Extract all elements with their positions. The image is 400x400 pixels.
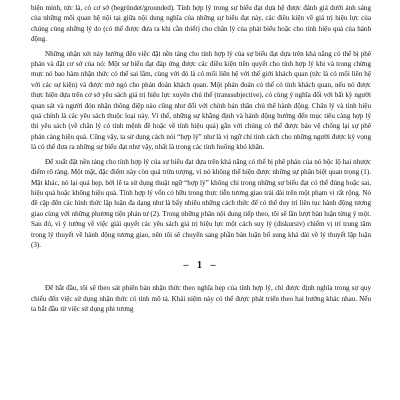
section-marker: – 1 – [183, 260, 219, 272]
closing-paragraph: Để bắt đầu, tôi sẽ theo sát phiên bản nhận thức theo nghĩa hẹp của tính hợp lý, chỉ được định nghĩa trong sự quy chiếu đến việc sử dụng nhận thức có tính mô tả. Khái niệm này có thể được phát triển theo hai hướng khác nhau. Nếu ta bắt đầu từ việc sử dụng phi tương [31, 284, 371, 314]
paragraph-2: Những nhận xét này hướng đến việc đặt nền tảng cho tính hợp lý của sự biểu đạt dựa trên khả năng có thể bị phê phán và đặt cơ sở của nó: Một sự biểu đạt đáp ứng được các điều kiện tiên quyết cho tính hợp lý khi và trong chừng mực nó bao hàm nhận thức có thể sai lầm, cùng với đó là có mối liên hệ với thế giới khách quan (tức là có mối liên hệ với các sự kiện) và được mở ngỏ cho phán đoán khách quan. Một phán đoán có thể có tính khách quan, nếu nó được thực hiện dựa trên cơ sở yêu sách giá trị hiệu lực xuyên chủ thể (transsubjective), có cùng ý nghĩa đối với bất kỳ người quan sát và người đón nhận thông điệp nào cũng như đối với chính bản thân chủ thể hành động. Chân lý và tính hiệu quả chính là các yêu sách thuộc loại này. Vì thế, những sự khẳng định và hành động hướng đến mục tiêu càng hợp lý thì yêu sách (về chân lý có tính mệnh đề hoặc về tính hiệu quả) gắn với chúng có thể được bảo vệ chống lại sự phê phán càng hiệu quả. Cũng vậy, ta sử dụng cách nói “hợp lý” như là vị ngữ chỉ tính cách cho những người được kỳ vọng là có thể đưa ra những sự biểu đạt như vậy, nhất là trong các tình huống khó khăn. [31, 49, 371, 152]
paragraph-3: Để xuất đặt nền tảng cho tính hợp lý của sự biểu đạt dựa trên khả năng có thể bị phê phán của nó bộc lộ hai nhược điểm rõ ràng. Một mặt, đặc điểm này còn quá trừu tượng, vì nó không thể hiện được những sự phân biệt quan trọng (1). Mặt khác, nó lại quá hẹp, bởi lẽ ta sử dụng thuật ngữ “hợp lý” không chỉ trong những sự biểu đạt có thể đúng hoặc sai, hiệu quả hoặc không hiệu quả. Tính hợp lý vốn có hữu trong thực tiễn tương giao trải dài trên một phạm vi rất rộng. Nó đề cập đến các hình thức lập luận đa dạng như là bấy nhiêu những cách thức để có thể duy trì liên tục hành động tương giao cùng với những phương tiện phản tư (2). Trong những phân nội dung tiếp theo, tôi sẽ lần lượt bàn luận từng ý một. Sau đó, vì ý tưởng về việc giải quyết các yêu sách giá trị hiệu lực một cách suy lý (diskursiv) chiếm vị trí trung tâm trong lý thuyết về hành động tương giao, nên tôi sẽ chuyển sang phần bàn luận bổ sung khá dài về lý thuyết lập luận (3). [31, 157, 371, 249]
paragraph-1: biện minh, tức là, có cơ sở (begründet/grounded). Tính hợp lý trong sự biểu đạt dựa hệ được đánh giá dưới ánh sáng của những mối quan hệ nội tại giữa nội dung nghĩa của những sự biểu đạt này, các điều kiện về giá trị hiệu lực của chúng cùng những lý do (có thể được đưa ra khi cần thiết) cho chân lý của phát biểu hoặc cho tính hiệu quả của hành động. [31, 4, 371, 44]
